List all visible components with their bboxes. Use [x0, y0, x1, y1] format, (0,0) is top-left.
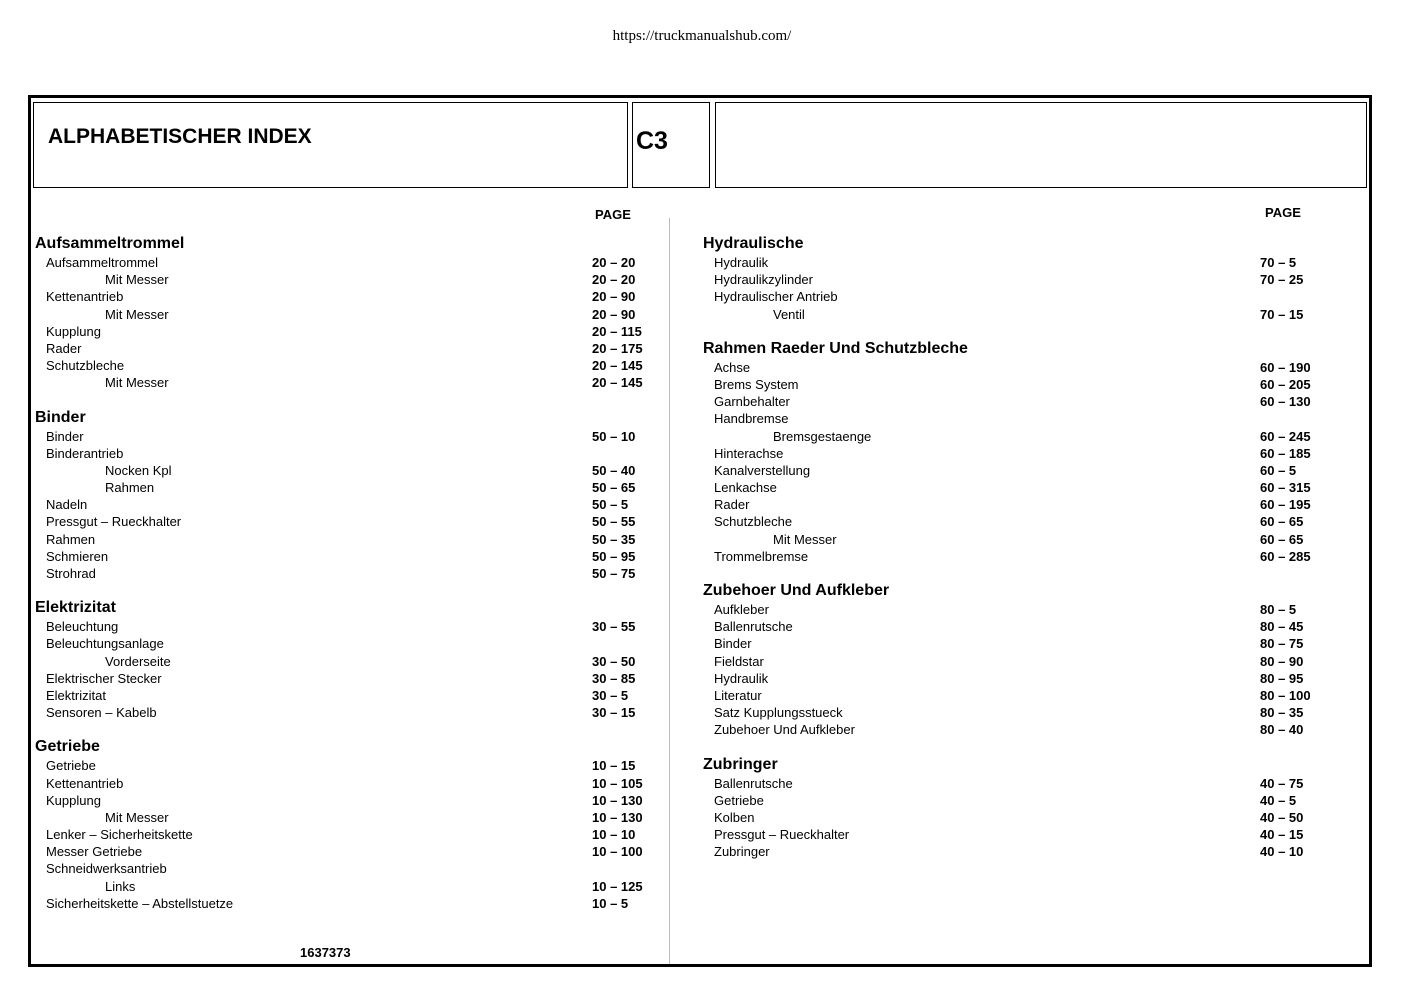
- entry-label: Nadeln: [46, 497, 88, 513]
- title-box: [33, 102, 628, 188]
- entry-page: 20 – 90: [592, 289, 636, 305]
- entry-label: Beleuchtungsanlage: [46, 636, 164, 652]
- entry-label: Satz Kupplungsstueck: [714, 705, 843, 721]
- entry-label: Rahmen: [105, 480, 155, 496]
- section-title: Binder: [35, 408, 86, 426]
- index-entry: [35, 653, 655, 670]
- index-entry: [703, 254, 1343, 271]
- entry-label: Lenkachse: [714, 480, 777, 496]
- entry-label: Hydraulikzylinder: [714, 272, 813, 288]
- column-divider: [669, 218, 670, 964]
- entry-page: 60 – 65: [1260, 514, 1304, 530]
- index-entry: [703, 775, 1343, 792]
- index-entry: [703, 670, 1343, 687]
- index-entry: [703, 376, 1343, 393]
- entry-page: 80 – 35: [1260, 705, 1304, 721]
- entry-page: 40 – 5: [1260, 792, 1297, 808]
- entry-label: Pressgut – Rueckhalter: [46, 514, 182, 530]
- left-index-column: [35, 234, 655, 912]
- index-entry: [35, 809, 655, 826]
- entry-label: Mit Messer: [773, 531, 837, 547]
- index-entry: [35, 271, 655, 288]
- entry-label: Aufkleber: [714, 602, 769, 617]
- entry-page: 60 – 285: [1260, 548, 1311, 564]
- index-section: [35, 234, 655, 392]
- section-title: Zubringer: [703, 755, 778, 773]
- entry-page: 10 – 5: [592, 895, 629, 911]
- index-entry: [703, 393, 1343, 410]
- entry-label: Binderantrieb: [46, 445, 124, 461]
- entry-label: Mit Messer: [105, 375, 169, 391]
- entry-page: 60 – 315: [1260, 480, 1311, 496]
- entry-label: Vorderseite: [105, 653, 171, 669]
- entry-page: 20 – 115: [592, 323, 642, 339]
- index-entry: [703, 601, 1343, 618]
- index-entry: [703, 496, 1343, 513]
- entry-page: 70 – 15: [1260, 306, 1304, 322]
- index-entry: [703, 410, 1343, 427]
- entry-page: 60 – 205: [1260, 376, 1311, 392]
- entry-page: 30 – 5: [592, 687, 629, 703]
- index-entry: [703, 809, 1343, 826]
- index-entry: [35, 323, 655, 340]
- index-entry: [35, 792, 655, 809]
- entry-page: 10 – 10: [592, 827, 636, 843]
- entry-page: 10 – 130: [592, 809, 643, 825]
- entry-page: 30 – 50: [592, 653, 636, 669]
- entry-page: 80 – 100: [1260, 687, 1311, 703]
- entry-label: Ballenrutsche: [714, 775, 793, 791]
- section-code: C3: [636, 127, 668, 155]
- entry-page: 40 – 15: [1260, 827, 1304, 843]
- index-entry: [35, 254, 655, 271]
- index-section: [35, 737, 655, 912]
- entry-page: 30 – 55: [592, 619, 636, 635]
- entry-page: 30 – 15: [592, 705, 636, 721]
- entry-page: 10 – 130: [592, 792, 643, 808]
- index-entry: [35, 635, 655, 652]
- entry-label: Brems System: [714, 376, 799, 392]
- entry-label: Zubehoer Und Aufkleber: [714, 722, 855, 738]
- entry-label: Schneidwerksantrieb: [46, 861, 167, 877]
- entry-page: 20 – 145: [592, 358, 643, 374]
- entry-label: Garnbehalter: [714, 394, 790, 410]
- index-entry: [35, 548, 655, 565]
- entry-label: Elektrizitat: [46, 687, 106, 703]
- entry-label: Zubringer: [714, 844, 770, 860]
- index-entry: [703, 513, 1343, 530]
- entry-label: Rader: [46, 340, 82, 356]
- index-entry: [703, 635, 1343, 652]
- entry-label: Schutzbleche: [46, 358, 125, 374]
- index-entry: [35, 306, 655, 323]
- index-entry: [35, 357, 655, 374]
- entry-page: 20 – 175: [592, 340, 643, 356]
- index-entry: [703, 687, 1343, 704]
- entry-label: Rader: [714, 497, 750, 513]
- entry-page: 20 – 20: [592, 272, 636, 288]
- index-entry: [35, 878, 655, 895]
- entry-page: 20 – 20: [592, 255, 636, 270]
- entry-label: Hydraulik: [714, 670, 769, 686]
- entry-page: 10 – 100: [592, 844, 643, 860]
- entry-label: Schmieren: [46, 548, 109, 564]
- entry-page: 10 – 105: [592, 775, 643, 791]
- section-title: Rahmen Raeder Und Schutzbleche: [703, 339, 968, 357]
- index-entry: [703, 618, 1343, 635]
- index-entry: [35, 340, 655, 357]
- section-code-box: [632, 102, 710, 188]
- entry-page: 50 – 75: [592, 566, 636, 581]
- entry-page: 10 – 125: [592, 878, 643, 894]
- index-entry: [703, 548, 1343, 565]
- entry-label: Messer Getriebe: [46, 844, 143, 860]
- index-entry: [35, 565, 655, 582]
- entry-label: Beleuchtung: [46, 619, 119, 635]
- section-title: Hydraulische: [703, 235, 804, 252]
- entry-page: 50 – 40: [592, 462, 636, 478]
- entry-label: Sicherheitskette – Abstellstuetze: [46, 895, 234, 911]
- entry-page: 60 – 190: [1260, 359, 1311, 375]
- index-entry: [35, 687, 655, 704]
- index-entry: [703, 428, 1343, 445]
- entry-page: 60 – 185: [1260, 445, 1311, 461]
- entry-page: 50 – 5: [592, 497, 629, 513]
- index-section: [703, 234, 1343, 323]
- entry-label: Kupplung: [46, 323, 101, 339]
- index-entry: [35, 860, 655, 877]
- entry-label: Fieldstar: [714, 653, 764, 669]
- index-section: [703, 339, 1343, 565]
- index-entry: [35, 496, 655, 513]
- page-title: ALPHABETISCHER INDEX: [48, 125, 312, 148]
- entry-label: Mit Messer: [105, 272, 169, 288]
- index-entry: [703, 479, 1343, 496]
- entry-label: Elektrischer Stecker: [46, 670, 162, 686]
- entry-page: 80 – 40: [1260, 722, 1304, 738]
- index-entry: [35, 374, 655, 391]
- index-section: [703, 755, 1343, 861]
- entry-page: 40 – 10: [1260, 844, 1304, 860]
- entry-page: 70 – 25: [1260, 272, 1304, 288]
- entry-page: 50 – 65: [592, 480, 636, 496]
- entry-label: Mit Messer: [105, 809, 169, 825]
- index-entry: [703, 721, 1343, 738]
- entry-label: Kettenantrieb: [46, 289, 124, 305]
- index-entry: [703, 653, 1343, 670]
- entry-page: 60 – 245: [1260, 428, 1311, 444]
- entry-label: Bremsgestaenge: [773, 428, 872, 444]
- index-entry: [35, 428, 655, 445]
- entry-page: 80 – 5: [1260, 602, 1297, 617]
- index-entry: [35, 531, 655, 548]
- entry-page: 50 – 95: [592, 548, 636, 564]
- entry-page: 50 – 35: [592, 531, 636, 547]
- entry-page: 80 – 90: [1260, 653, 1304, 669]
- entry-label: Aufsammeltrommel: [46, 255, 158, 270]
- entry-label: Ballenrutsche: [714, 619, 793, 635]
- entry-label: Pressgut – Rueckhalter: [714, 827, 850, 843]
- index-section: [703, 581, 1343, 739]
- entry-label: Literatur: [714, 687, 762, 703]
- entry-label: Lenker – Sicherheitskette: [46, 827, 193, 843]
- entry-label: Kettenantrieb: [46, 775, 124, 791]
- index-entry: [35, 775, 655, 792]
- section-title: Zubehoer Und Aufkleber: [703, 582, 890, 599]
- index-entry: [703, 462, 1343, 479]
- index-entry: [703, 288, 1343, 305]
- entry-label: Strohrad: [46, 566, 96, 581]
- index-entry: [35, 618, 655, 635]
- entry-label: Trommelbremse: [714, 548, 809, 564]
- entry-page: 20 – 145: [592, 375, 643, 391]
- section-title: Getriebe: [35, 738, 100, 756]
- entry-page: 40 – 50: [1260, 809, 1304, 825]
- entry-label: Getriebe: [46, 758, 96, 774]
- index-entry: [35, 462, 655, 479]
- entry-label: Schutzbleche: [714, 514, 793, 530]
- source-url: https://truckmanualshub.com/: [612, 28, 792, 44]
- index-entry: [703, 306, 1343, 323]
- entry-page: 80 – 75: [1260, 636, 1304, 652]
- index-entry: [35, 513, 655, 530]
- entry-label: Mit Messer: [105, 306, 169, 322]
- entry-label: Binder: [46, 428, 84, 444]
- index-entry: [703, 704, 1343, 721]
- entry-page: 60 – 65: [1260, 531, 1304, 547]
- entry-label: Hinterachse: [714, 445, 784, 461]
- entry-page: 60 – 130: [1260, 394, 1311, 410]
- index-section: [35, 408, 655, 583]
- entry-label: Sensoren – Kabelb: [46, 705, 157, 721]
- entry-page: 50 – 10: [592, 428, 636, 444]
- index-entry: [35, 826, 655, 843]
- index-entry: [35, 670, 655, 687]
- entry-label: Getriebe: [714, 792, 764, 808]
- index-section: [35, 598, 655, 721]
- index-entry: [703, 271, 1343, 288]
- index-entry: [35, 843, 655, 860]
- entry-page: 70 – 5: [1260, 255, 1297, 270]
- entry-label: Rahmen: [46, 531, 96, 547]
- index-entry: [35, 288, 655, 305]
- entry-page: 50 – 55: [592, 514, 636, 530]
- entry-label: Hydraulischer Antrieb: [714, 289, 838, 305]
- entry-page: 10 – 15: [592, 758, 636, 774]
- entry-label: Ventil: [773, 306, 805, 322]
- entry-page: 80 – 45: [1260, 619, 1304, 635]
- right-page-header: PAGE: [1265, 205, 1301, 220]
- index-entry: [35, 479, 655, 496]
- section-title: Elektrizitat: [35, 599, 116, 617]
- index-entry: [703, 843, 1343, 860]
- entry-label: Hydraulik: [714, 255, 769, 270]
- entry-label: Binder: [714, 636, 752, 652]
- entry-label: Kupplung: [46, 792, 101, 808]
- right-index-column: [703, 234, 1343, 860]
- index-entry: [35, 757, 655, 774]
- entry-page: 60 – 5: [1260, 462, 1297, 478]
- empty-header-box: [715, 102, 1367, 188]
- section-title: Aufsammeltrommel: [35, 235, 185, 252]
- entry-label: Links: [105, 878, 136, 894]
- index-entry: [703, 359, 1343, 376]
- index-entry: [703, 826, 1343, 843]
- entry-page: 80 – 95: [1260, 670, 1304, 686]
- entry-page: 20 – 90: [592, 306, 636, 322]
- left-page-header: PAGE: [595, 207, 631, 222]
- index-entry: [703, 792, 1343, 809]
- entry-label: Kanalverstellung: [714, 462, 811, 478]
- entry-page: 30 – 85: [592, 670, 636, 686]
- index-entry: [35, 704, 655, 721]
- entry-label: Kolben: [714, 809, 755, 825]
- entry-page: 60 – 195: [1260, 497, 1311, 513]
- index-entry: [703, 445, 1343, 462]
- entry-label: Achse: [714, 359, 751, 375]
- entry-label: Handbremse: [714, 411, 789, 427]
- index-entry: [35, 445, 655, 462]
- document-number: 1637373: [300, 945, 351, 960]
- index-entry: [35, 895, 655, 912]
- entry-label: Nocken Kpl: [105, 462, 172, 478]
- entry-page: 40 – 75: [1260, 775, 1304, 791]
- index-entry: [703, 531, 1343, 548]
